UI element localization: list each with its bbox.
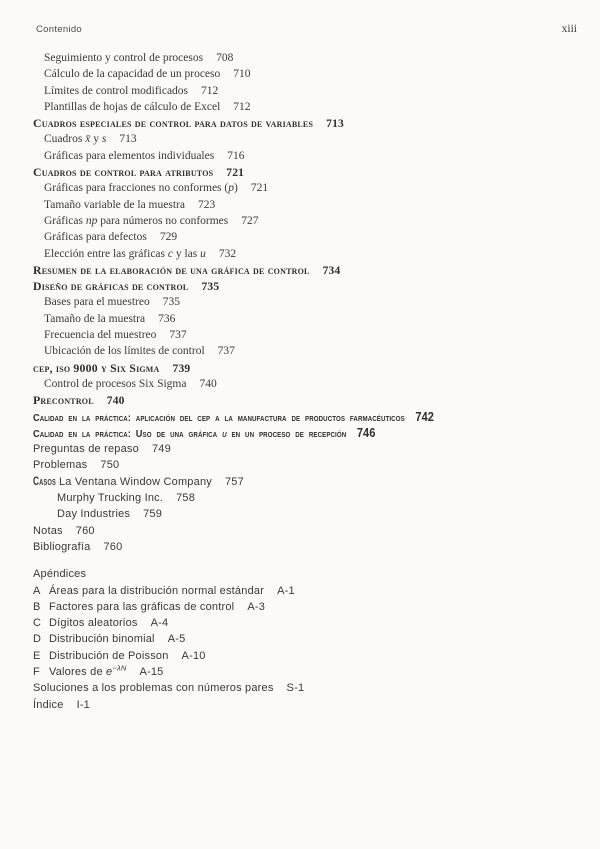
- toc-entry: [33, 441, 586, 457]
- toc-entry-text-run: Distribución binomial: [49, 633, 155, 646]
- toc-entry-prefix: Casos: [33, 475, 57, 488]
- toc-entry-text-run: Notas: [33, 524, 63, 537]
- toc-entry: [33, 360, 586, 376]
- toc-entry-text-run: Gráficas para elementos individuales: [44, 149, 215, 162]
- toc-entry-page-number: 729: [159, 231, 178, 244]
- toc-entry-text-run: Valores de: [49, 665, 107, 678]
- toc-entry-page-number: 735: [201, 281, 220, 294]
- toc-entry-prefix: A: [33, 584, 41, 597]
- toc-entry-page-number: A-5: [167, 633, 186, 646]
- toc-entry-title: [33, 699, 64, 711]
- toc-entry: [33, 180, 586, 196]
- toc-entry-title: [44, 101, 220, 113]
- toc-entry-text-run: Dígitos aleatorios: [49, 617, 138, 630]
- toc-entry-page-number: A-1: [277, 584, 295, 597]
- toc-entry-title: [49, 650, 169, 662]
- toc-entry-page-number: 727: [241, 214, 259, 227]
- toc-entry-page-number: 713: [326, 118, 344, 131]
- toc-entry-text-run: Calidad en la práctica: Uso de una gráfica: [33, 427, 223, 440]
- toc-entry-page-number: 740: [106, 395, 125, 408]
- toc-entry-page-number: 739: [172, 362, 191, 375]
- toc-entry: [33, 83, 586, 99]
- toc-entry: [33, 131, 586, 147]
- toc-entry-page-number: A-3: [247, 600, 266, 613]
- toc-entry-title: [57, 508, 130, 520]
- toc-entry-text-run: u: [200, 247, 206, 260]
- toc-entry-title: [49, 663, 127, 678]
- toc-entry-title: [44, 378, 186, 390]
- toc-entry-title: [33, 412, 405, 424]
- toc-entry-text-run: u: [222, 427, 227, 440]
- toc-entry-page-number: 737: [217, 345, 235, 358]
- toc-entry-title: [33, 263, 310, 277]
- toc-entry-prefix: E: [33, 649, 41, 662]
- toc-entry-page-number: 721: [226, 167, 245, 180]
- toc-entry-title: [33, 568, 86, 580]
- toc-entry-title: [33, 361, 160, 375]
- toc-entry-text-run: Cuadros de control para atributos: [33, 165, 214, 180]
- toc-entry: [33, 278, 586, 294]
- running-head-title: Contenido: [36, 24, 83, 35]
- toc-entry-page-number: A-15: [139, 665, 164, 678]
- toc-entry-title: [33, 682, 274, 694]
- toc-entry: [33, 343, 586, 359]
- toc-entry: [33, 490, 586, 506]
- toc-entry-title: [49, 633, 155, 645]
- toc-entry-title: [33, 428, 346, 440]
- toc-entry-title: [49, 617, 138, 629]
- toc-entry-text-run: Preguntas de repaso: [33, 443, 139, 456]
- toc-entry-title: [44, 296, 150, 308]
- toc-entry-page-number: 723: [197, 198, 216, 211]
- toc-entry: [33, 115, 586, 131]
- toc-entry-title: [49, 601, 234, 613]
- running-head-folio: xiii: [561, 23, 577, 35]
- toc-entry: [33, 631, 586, 647]
- toc-entry-text-run: Plantillas de hojas de cálculo de Excel: [44, 100, 221, 113]
- toc-entry-prefix: B: [33, 600, 41, 613]
- toc-entry-text-run: Precontrol: [33, 393, 94, 408]
- toc-entry-title: [44, 133, 106, 145]
- toc-entry-text-run: Soluciones a los problemas con números pares: [33, 682, 274, 695]
- toc-entry-title: [33, 393, 94, 407]
- toc-entry-page-number: 710: [233, 68, 251, 81]
- toc-entry: [33, 697, 586, 713]
- toc-entry-text-run: s: [101, 133, 107, 146]
- toc-entry-page-number: 740: [199, 377, 217, 390]
- toc-entry-text-run: p: [228, 182, 234, 195]
- toc-entry: [33, 99, 586, 115]
- toc-entry-text-run: en un proceso de recepción: [226, 427, 347, 440]
- toc-entry-text-run: Elección entre las gráficas: [44, 247, 168, 260]
- toc-entry-text-run: y: [90, 133, 102, 146]
- toc-entry-page-number: 713: [119, 133, 137, 146]
- toc-entry: [33, 506, 586, 522]
- toc-entry-title: [59, 476, 212, 488]
- toc-entry-title: [33, 525, 63, 537]
- toc-entry-title: [33, 279, 188, 293]
- toc-entry-page-number: S-1: [286, 682, 305, 695]
- toc-entry-text-run: Distribución de Poisson: [49, 649, 169, 662]
- toc-entry-page-number: A-4: [150, 617, 169, 630]
- toc-entry: [33, 583, 586, 599]
- toc-entry-text-run: Diseño de gráficas de control: [33, 279, 189, 294]
- toc-entry-text-run: Problemas: [33, 459, 88, 472]
- toc-entry-page-number: 732: [218, 247, 237, 260]
- toc-entry-page-number: 735: [162, 296, 180, 309]
- toc-entry: [33, 566, 586, 582]
- toc-entry-text-run: para números no conformes: [97, 214, 229, 227]
- toc-entry: [33, 197, 586, 213]
- toc-entry-text-run: Resumen de la elaboración de una gráfica de control: [33, 262, 310, 277]
- toc-entry-text-run: Áreas para la distribución normal estándar: [49, 584, 265, 597]
- toc-entry: [33, 66, 586, 82]
- toc-entry-page-number: 758: [176, 492, 196, 505]
- toc-entry: [33, 229, 586, 245]
- toc-entry: [33, 327, 586, 343]
- toc-entry-page-number: 760: [75, 524, 95, 537]
- toc-entry: [33, 213, 586, 229]
- toc-entry-title: [44, 345, 205, 357]
- toc-entry-title: [33, 541, 90, 553]
- toc-entry-title: [33, 443, 139, 455]
- toc-entry-title: [33, 165, 213, 179]
- toc-entry: [33, 148, 586, 164]
- toc-entry-text-run: Tamaño de la muestra: [44, 312, 146, 325]
- toc-entry-text-run: Ubicación de los límites de control: [44, 345, 205, 358]
- toc-entry-page-number: 760: [103, 540, 123, 553]
- toc-entry-text-run: ): [233, 182, 238, 195]
- toc-entry-title: [44, 313, 145, 325]
- toc-entry: [33, 311, 586, 327]
- toc-entry-page-number: 716: [227, 149, 245, 162]
- toc-entry-page-number: 746: [356, 425, 376, 440]
- toc-entry: [33, 246, 586, 262]
- toc-entry: [33, 523, 586, 539]
- toc-entry: [33, 164, 586, 180]
- toc-entry-title: [44, 329, 156, 341]
- toc-entry-text-run: Day Industries: [57, 508, 131, 521]
- toc-entry-title: [44, 215, 228, 227]
- toc-entry-title: [44, 182, 238, 194]
- toc-entry: [33, 294, 586, 310]
- toc-entry-page-number: 721: [250, 182, 269, 195]
- toc-entry: [33, 474, 586, 490]
- table-of-contents: [33, 50, 586, 713]
- toc-entry: [33, 409, 520, 425]
- toc-entry-title: [57, 492, 163, 504]
- toc-entry-page-number: 749: [151, 443, 171, 456]
- toc-entry: [33, 392, 586, 408]
- toc-entry-title: [44, 68, 220, 80]
- toc-entry-page-number: I-1: [76, 698, 90, 711]
- toc-entry-page-number: 736: [158, 312, 176, 325]
- toc-entry-title: [44, 150, 214, 162]
- toc-entry-title: [44, 52, 203, 64]
- toc-entry-text-run: Gráficas para fracciones no conformes (: [44, 182, 229, 195]
- toc-entry-text-run: e: [106, 665, 113, 678]
- toc-entry-page-number: 712: [201, 84, 219, 97]
- toc-entry-text-run: La Ventana Window Company: [58, 475, 212, 488]
- toc-entry: [33, 599, 586, 615]
- toc-entry-text-run: Control de procesos Six Sigma: [44, 377, 187, 390]
- toc-entry-text-run: x̄: [85, 133, 91, 146]
- toc-entry-page-number: 708: [216, 52, 234, 64]
- toc-entry-text-run: Bases para el muestreo: [44, 296, 150, 309]
- toc-entry-page-number: 737: [169, 329, 187, 342]
- toc-entry-text-run: Apéndices: [33, 568, 87, 581]
- toc-entry-page-number: 734: [322, 264, 341, 277]
- toc-entry: [33, 376, 586, 392]
- toc-entry: [33, 615, 586, 631]
- toc-entry-page-number: 759: [143, 508, 163, 521]
- toc-entry-title: [44, 85, 188, 97]
- toc-entry-text-run: Frecuencia del muestreo: [44, 329, 157, 342]
- toc-entry-text-run: np: [85, 214, 98, 227]
- toc-entry-text-run: Tamaño variable de la muestra: [44, 198, 185, 211]
- toc-entry: [33, 50, 586, 66]
- toc-entry-text-run: Factores para las gráficas de control: [49, 600, 235, 613]
- toc-entry-page-number: 757: [224, 475, 244, 488]
- toc-entry-title: [44, 231, 147, 243]
- toc-entry-title: [33, 459, 87, 471]
- toc-entry: [33, 664, 586, 680]
- toc-entry-prefix: F: [33, 665, 40, 678]
- toc-entry: [33, 457, 586, 473]
- toc-entry-text-run: Bibliografía: [33, 540, 91, 553]
- toc-entry-text-run: Índice: [33, 698, 64, 711]
- toc-entry: [33, 680, 586, 696]
- toc-entry-text-run: Gráficas para defectos: [44, 231, 147, 244]
- toc-entry-text-run: Seguimiento y control de procesos: [44, 52, 204, 64]
- toc-entry-text-run: Gráficas: [44, 214, 86, 227]
- toc-entry-page-number: 742: [415, 409, 434, 424]
- toc-entry-title: [49, 585, 264, 597]
- toc-entry-page-number: A-10: [181, 649, 206, 662]
- toc-entry-text-run: Límites de control modificados: [44, 84, 189, 97]
- toc-entry-text-run: c: [167, 247, 173, 260]
- toc-entry-title: [44, 248, 206, 260]
- running-head: [36, 23, 577, 35]
- toc-entry-text-run: y las: [173, 247, 201, 260]
- toc-entry-text-run: Murphy Trucking Inc.: [57, 492, 164, 505]
- toc-entry-title: [33, 116, 313, 130]
- toc-entry-text-run: Cálculo de la capacidad de un proceso: [44, 68, 221, 81]
- toc-entry: [33, 648, 586, 664]
- toc-entry-text-run: Cuadros especiales de control para datos de variables: [33, 116, 314, 131]
- toc-entry-prefix: D: [33, 633, 42, 646]
- toc-entry: [33, 425, 520, 441]
- toc-entry: [33, 539, 586, 555]
- toc-entry-text-run: cep, iso 9000 y Six Sigma: [33, 360, 160, 375]
- toc-entry-title: [44, 199, 185, 211]
- toc-entry: [33, 262, 586, 278]
- toc-entry-page-number: 750: [100, 459, 120, 472]
- toc-entry-prefix: C: [33, 617, 42, 630]
- toc-entry-text-run: −λN: [112, 663, 127, 673]
- toc-entry-text-run: Calidad en la práctica: aplicación del cep a la manufactura de productos farmacéuticos: [33, 411, 405, 424]
- toc-entry-page-number: 712: [233, 100, 251, 113]
- toc-entry-text-run: Cuadros: [44, 133, 86, 146]
